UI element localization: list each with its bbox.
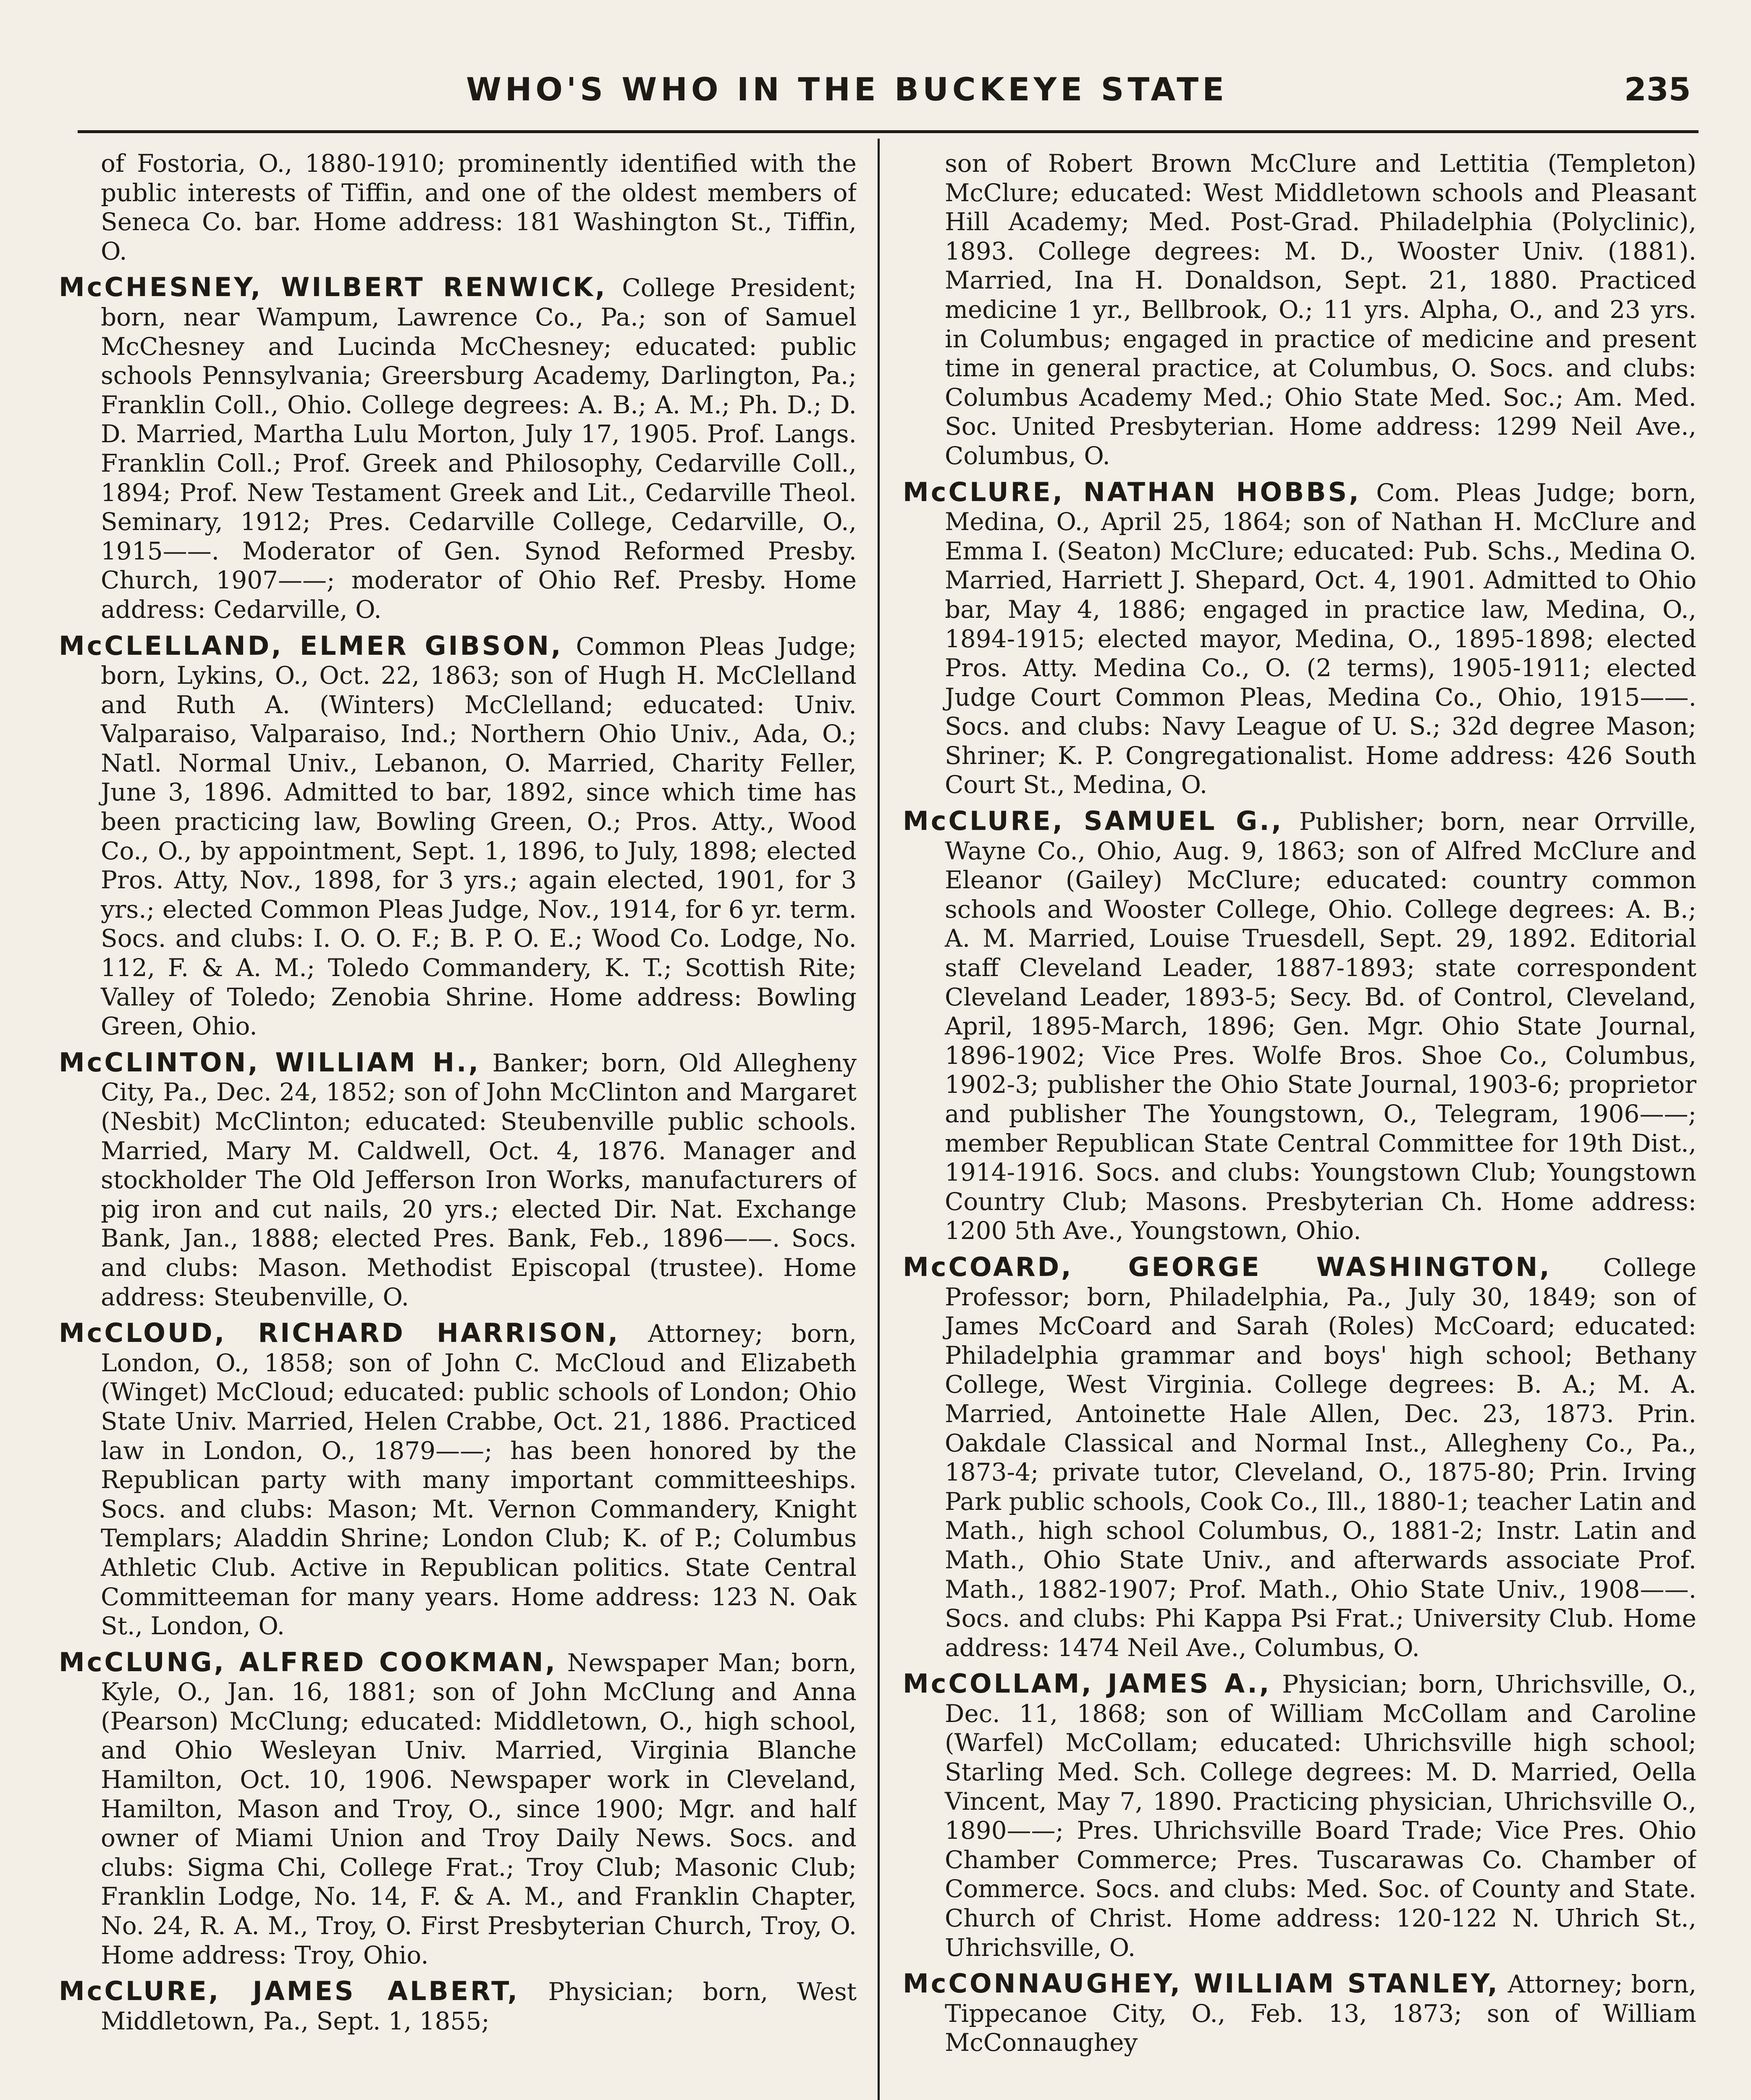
entry-name: McCHESNEY, WILBERT RENWICK, [59, 272, 607, 303]
entry-text: Physician; born, West Middletown, Pa., Sept. 1, 1855; [101, 1977, 857, 2035]
entry-text: Attorney; born, London, O., 1858; son of John C. McCloud and Elizabeth (Winget) McCloud; educated: public schools of London; Ohio State Univ. Married, Helen Crabbe, Oct. 21, 1886. Practiced law in London, O., 1879——; has been honored by the Republican party with many important committeeships. Socs. and clubs: Mason; Mt. Vernon Commandery, Knight Templars; Aladdin Shrine; London Club; K. of P.; Columbus Athletic Club. Active in Republican politics. State Central Committeeman for many years. Home address: 123 N. Oak St., London, O. [101, 1319, 857, 1641]
left-column [59, 149, 857, 2100]
entry-name: McCLOUD, RICHARD HARRISON, [59, 1318, 620, 1349]
continued-entry: of Fostoria, O., 1880-1910; prominently identified with the public interests of Tiffin, and one of the oldest members of Seneca Co. bar. Home address: 181 Washington St., Tiffin, O. [101, 149, 857, 265]
biography-entry [59, 1048, 857, 1312]
right-column [903, 149, 1696, 2100]
entry-text: Publisher; born, near Orrville, Wayne Co., Ohio, Aug. 9, 1863; son of Alfred McClure and Eleanor (Gailey) McClure; educated: country common schools and Wooster College, Ohio. College degrees: A. B.; A. M. Married, Louise Truesdell, Sept. 29, 1892. Editorial staff Cleveland Leader, 1887-1893; state correspondent Cleveland Leader, 1893-5; Secy. Bd. of Control, Cleveland, April, 1895-March, 1896; Gen. Mgr. Ohio State Journal, 1896-1902; Vice Pres. Wolfe Bros. Shoe Co., Columbus, 1902-3; publisher the Ohio State Journal, 1903-6; proprietor and publisher The Youngstown, O., Telegram, 1906——; member Republican State Central Committee for 19th Dist., 1914-1916. Socs. and clubs: Youngstown Club; Youngstown Country Club; Masons. Presbyterian Ch. Home address: 1200 5th Ave., Youngstown, Ohio. [945, 807, 1696, 1245]
biography-entry [903, 1969, 1696, 2058]
column-divider [878, 139, 880, 2100]
continued-entry: son of Robert Brown McClure and Lettitia (Templeton) McClure; educated: West Middletown schools and Pleasant Hill Academy; Med. Post-Grad. Philadelphia (Polyclinic), 1893. College degrees: M. D., Wooster Univ. (1881). Married, Ina H. Donaldson, Sept. 21, 1880. Practiced medicine 1 yr., Bellbrook, O.; 11 yrs. Alpha, O., and 23 yrs. in Columbus; engaged in practice of medicine and present time in general practice, at Columbus, O. Socs. and clubs: Columbus Academy Med.; Ohio State Med. Soc.; Am. Med. Soc. United Presbyterian. Home address: 1299 Neil Ave., Columbus, O. [945, 149, 1696, 470]
entry-name: McCOLLAM, JAMES A., [903, 1668, 1271, 1699]
biography-entry [903, 1669, 1696, 1962]
running-head: WHO'S WHO IN THE BUCKEYE STATE [466, 71, 1228, 108]
biography-entry [903, 1252, 1696, 1662]
entry-name: McCONNAUGHEY, WILLIAM STANLEY, [903, 1968, 1500, 1999]
entry-text: Com. Pleas Judge; born, Medina, O., April 25, 1864; son of Nathan H. McClure and Emma I. (Seaton) McClure; educated: Pub. Schs., Medina O. Married, Harriett J. Shepard, Oct. 4, 1901. Admitted to Ohio bar, May 4, 1886; engaged in practice law, Medina, O., 1894-1915; elected mayor, Medina, O., 1895-1898; elected Pros. Atty. Medina Co., O. (2 terms), 1905-1911; elected Judge Court Common Pleas, Medina Co., Ohio, 1915——. Socs. and clubs: Navy League of U. S.; 32d degree Mason; Shriner; K. P. Congregationalist. Home address: 426 South Court St., Medina, O. [945, 478, 1696, 799]
entry-text: College Professor; born, Philadelphia, Pa., July 30, 1849; son of James McCoard and Sarah (Roles) McCoard; educated: Philadelphia grammar and boys' high school; Bethany College, West Virginia. College degrees: B. A.; M. A. Married, Antoinette Hale Allen, Dec. 23, 1873. Prin. Oakdale Classical and Normal Inst., Allegheny Co., Pa., 1873-4; private tutor, Cleveland, O., 1875-80; Prin. Irving Park public schools, Cook Co., Ill., 1880-1; teacher Latin and Math., high school Columbus, O., 1881-2; Instr. Latin and Math., Ohio State Univ., and afterwards associate Prof. Math., 1882-1907; Prof. Math., Ohio State Univ., 1908——. Socs. and clubs: Phi Kappa Psi Frat.; University Club. Home address: 1474 Neil Ave., Columbus, O. [945, 1253, 1696, 1662]
biography-entry [59, 1977, 857, 2036]
entry-name: McCLINTON, WILLIAM H., [59, 1047, 481, 1078]
entry-text: Attorney; born, Tippecanoe City, O., Feb. 13, 1873; son of William McConnaughey [945, 1970, 1696, 2057]
entry-name: McCLURE, SAMUEL G., [903, 806, 1284, 837]
entry-text: Common Pleas Judge; born, Lykins, O., Oct. 22, 1863; son of Hugh H. McClelland and Ruth A. (Winters) McClelland; educated: Univ. Valparaiso, Valparaiso, Ind.; Northern Ohio Univ., Ada, O.; Natl. Normal Univ., Lebanon, O. Married, Charity Feller, June 3, 1896. Admitted to bar, 1892, since which time has been practicing law, Bowling Green, O.; Pros. Atty., Wood Co., O., by appointment, Sept. 1, 1896, to July, 1898; elected Pros. Atty, Nov., 1898, for 3 yrs.; again elected, 1901, for 3 yrs.; elected Common Pleas Judge, Nov., 1914, for 6 yr. term. Socs. and clubs: I. O. O. F.; B. P. O. E.; Wood Co. Lodge, No. 112, F. & A. M.; Toledo Commandery, K. T.; Scottish Rite; Valley of Toledo; Zenobia Shrine. Home address: Bowling Green, Ohio. [101, 632, 857, 1041]
header-rule [78, 130, 1699, 133]
biography-entry [59, 1648, 857, 1970]
entry-name: McCLELLAND, ELMER GIBSON, [59, 630, 563, 661]
biography-entry [59, 631, 857, 1041]
entry-text: Physician; born, Uhrichsville, O., Dec. 11, 1868; son of William McCollam and Caroline (Warfel) McCollam; educated: Uhrichsville high school; Starling Med. Sch. College degrees: M. D. Married, Oella Vincent, May 7, 1890. Practicing physician, Uhrichsville O., 1890——; Pres. Uhrichsville Board Trade; Vice Pres. Ohio Chamber Commerce; Pres. Tuscarawas Co. Chamber of Commerce. Socs. and clubs: Med. Soc. of County and State. Church of Christ. Home address: 120-122 N. Uhrich St., Uhrichsville, O. [945, 1670, 1696, 1962]
entry-text: Banker; born, Old Allegheny City, Pa., Dec. 24, 1852; son of John McClinton and Margaret (Nesbit) McClinton; educated: Steubenville public schools. Married, Mary M. Caldwell, Oct. 4, 1876. Manager and stockholder The Old Jefferson Iron Works, manufacturers of pig iron and cut nails, 20 yrs.; elected Dir. Nat. Exchange Bank, Jan., 1888; elected Pres. Bank, Feb., 1896——. Socs. and clubs: Mason. Methodist Episcopal (trustee). Home address: Steubenville, O. [101, 1048, 857, 1311]
entry-text: College President; born, near Wampum, Lawrence Co., Pa.; son of Samuel McChesney and Lucinda McChesney; educated: public schools Pennsylvania; Greersburg Academy, Darlington, Pa.; Franklin Coll., Ohio. College degrees: A. B.; A. M.; Ph. D.; D. D. Married, Martha Lulu Morton, July 17, 1905. Prof. Langs. Franklin Coll.; Prof. Greek and Philosophy, Cedarville Coll., 1894; Prof. New Testament Greek and Lit., Cedarville Theol. Seminary, 1912; Pres. Cedarville College, Cedarville, O., 1915——. Moderator of Gen. Synod Reformed Presby. Church, 1907——; moderator of Ohio Ref. Presby. Home address: Cedarville, O. [101, 273, 857, 624]
entry-name: McCLURE, JAMES ALBERT, [59, 1976, 520, 2007]
page-number: 235 [1624, 71, 1691, 108]
biography-entry [903, 478, 1696, 800]
entry-name: McCLURE, NATHAN HOBBS, [903, 476, 1361, 507]
biography-entry [59, 1318, 857, 1641]
page-header [0, 63, 1751, 113]
biography-entry [903, 806, 1696, 1246]
biography-entry [59, 273, 857, 624]
entry-text: Newspaper Man; born, Kyle, O., Jan. 16, 1881; son of John McClung and Anna (Pearson) McClung; educated: Middletown, O., high school, and Ohio Wesleyan Univ. Married, Virginia Blanche Hamilton, Oct. 10, 1906. Newspaper work in Cleveland, Hamilton, Mason and Troy, O., since 1900; Mgr. and half owner of Miami Union and Troy Daily News. Socs. and clubs: Sigma Chi, College Frat.; Troy Club; Masonic Club; Franklin Lodge, No. 14, F. & A. M., and Franklin Chapter, No. 24, R. A. M., Troy, O. First Presbyterian Church, Troy, O. Home address: Troy, Ohio. [101, 1648, 857, 1969]
entry-name: McCOARD, GEORGE WASHINGTON, [903, 1251, 1552, 1282]
entry-name: McCLUNG, ALFRED COOKMAN, [59, 1646, 558, 1677]
